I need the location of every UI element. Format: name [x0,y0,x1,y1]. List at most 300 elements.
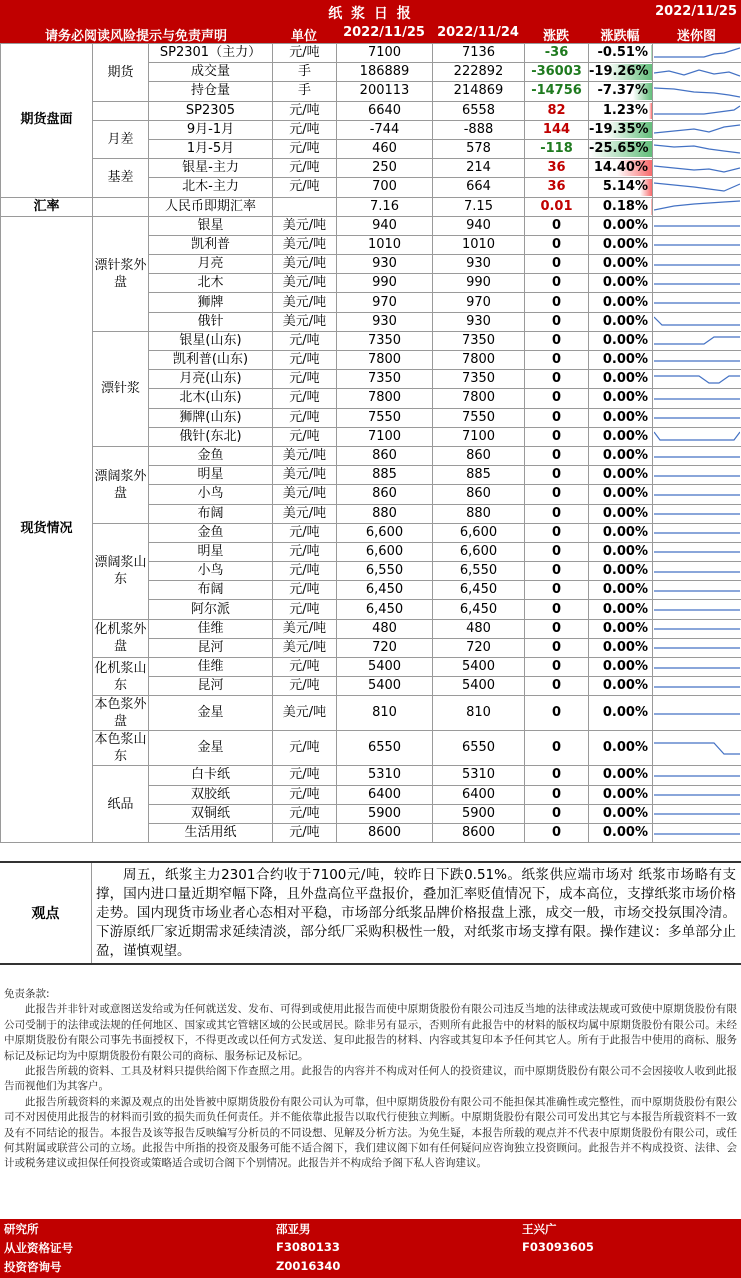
item-name: 银星(山东) [149,331,273,350]
pct-text: 0.00% [602,390,648,406]
value-today: 5900 [337,804,433,823]
change-pct [589,785,653,804]
change-pct [589,351,653,370]
pct-text: 0.00% [602,543,648,559]
item-unit: 元/吨 [273,351,337,370]
change-value: 0 [525,504,589,523]
change-pct [589,562,653,581]
item-unit: 元/吨 [273,731,337,766]
sparkline-path [654,48,740,57]
pct-text: 0.00% [602,428,648,444]
pct-text: 14.40% [593,160,648,176]
pct-databar [649,103,652,119]
item-unit: 元/吨 [273,785,337,804]
value-yesterday: 6,550 [433,562,525,581]
change-value: 0 [525,331,589,350]
change-value: 0 [525,408,589,427]
value-today: 5400 [337,677,433,696]
pct-text: 5.14% [602,179,648,195]
change-pct [589,235,653,254]
item-unit [273,197,337,216]
sparkline-path [654,106,740,114]
sparkline-chart [654,601,740,618]
item-name: 北木-主力 [149,178,273,197]
sparkline [653,677,741,696]
item-name: 人民币即期汇率 [149,197,273,216]
change-pct [589,370,653,389]
item-unit: 元/吨 [273,408,337,427]
sparkline-path [654,317,740,325]
item-name: 明星 [149,542,273,561]
group-label: 漂针浆外盘 [93,216,149,331]
item-name: 生活用纸 [149,823,273,842]
item-unit: 元/吨 [273,159,337,178]
footer [0,1219,741,1278]
value-today: 930 [337,255,433,274]
sparkline [653,370,741,389]
sparkline [653,139,741,158]
col-date2: 2022/11/24 [437,25,519,40]
item-unit: 手 [273,82,337,101]
sparkline-chart [654,236,740,253]
value-today: 7550 [337,408,433,427]
change-value: -36003 [525,63,589,82]
value-yesterday: 990 [433,274,525,293]
pct-text: 0.00% [602,275,648,291]
item-unit: 元/吨 [273,427,337,446]
table-row [1,44,741,63]
value-today: -744 [337,120,433,139]
value-today: 930 [337,312,433,331]
sparkline-chart [654,198,740,215]
sparkline-chart [654,294,740,311]
value-today: 880 [337,504,433,523]
disclaimer-heading: 免责条款: [4,988,50,1000]
pct-text: 0.00% [602,524,648,540]
value-today: 810 [337,696,433,731]
item-unit: 元/吨 [273,139,337,158]
value-yesterday: 6,600 [433,542,525,561]
table-row [1,619,741,638]
item-unit: 美元/吨 [273,696,337,731]
value-today: 1010 [337,235,433,254]
value-yesterday: 885 [433,466,525,485]
sparkline-chart [654,705,740,722]
title-bar [0,0,741,23]
value-today: 6,600 [337,523,433,542]
pct-text: 0.00% [602,313,648,329]
pct-text: 0.18% [602,198,648,214]
item-unit: 元/吨 [273,823,337,842]
change-value: 0 [525,658,589,677]
value-today: 885 [337,466,433,485]
change-pct [589,731,653,766]
pct-text: 0.00% [602,486,648,502]
value-yesterday: 810 [433,696,525,731]
pct-text: 0.00% [602,563,648,579]
value-today: 7100 [337,427,433,446]
footer-label-dept: 研究所 [4,1222,39,1236]
item-name: 月亮(山东) [149,370,273,389]
change-value: 0 [525,731,589,766]
value-today: 7350 [337,370,433,389]
sparkline-path [654,432,740,440]
sparkline [653,427,741,446]
change-pct [589,139,653,158]
sparkline-path [654,70,740,76]
item-unit: 元/吨 [273,370,337,389]
value-yesterday: 6,600 [433,523,525,542]
value-today: 5400 [337,658,433,677]
change-value: 0 [525,446,589,465]
item-name: 俄针 [149,312,273,331]
change-value: 0 [525,293,589,312]
sparkline-path [654,145,740,153]
disclaimer [0,987,741,1172]
item-name: 明星 [149,466,273,485]
price-table [0,43,741,843]
sparkline [653,293,741,312]
item-name: 金星 [149,696,273,731]
item-unit: 元/吨 [273,120,337,139]
change-pct [589,159,653,178]
sparkline-chart [654,659,740,676]
value-today: 7800 [337,389,433,408]
change-pct [589,255,653,274]
change-pct [589,638,653,657]
item-unit: 美元/吨 [273,312,337,331]
change-value: 0 [525,255,589,274]
sparkline-path [654,183,740,191]
group-label: 漂阔浆外盘 [93,446,149,523]
value-today: 860 [337,485,433,504]
sparkline-path [654,201,740,210]
sparkline [653,600,741,619]
value-today: 186889 [337,63,433,82]
sparkline-path [654,166,740,172]
sparkline-chart [654,524,740,541]
change-pct [589,677,653,696]
value-yesterday: 1010 [433,235,525,254]
change-value: 0 [525,619,589,638]
sparkline [653,235,741,254]
value-today: 970 [337,293,433,312]
table-row [1,159,741,178]
sparkline-chart [654,256,740,273]
change-pct [589,427,653,446]
item-unit: 美元/吨 [273,446,337,465]
item-name: 凯利普 [149,235,273,254]
item-unit: 元/吨 [273,44,337,63]
sparkline [653,658,741,677]
value-yesterday: 222892 [433,63,525,82]
value-yesterday: 5400 [433,677,525,696]
item-name: 月亮 [149,255,273,274]
sparkline-path [654,125,740,133]
analyst1-inv: Z0016340 [276,1259,341,1273]
group-label: 化机浆外盘 [93,619,149,657]
value-today: 7350 [337,331,433,350]
value-yesterday: 6,450 [433,600,525,619]
change-value: 36 [525,178,589,197]
disclaimer-link[interactable]: 请务必阅读风险提示与免责声明 [44,29,227,44]
group-label: 漂阔浆山东 [93,523,149,619]
change-value: 0 [525,216,589,235]
value-yesterday: 664 [433,178,525,197]
pct-databar [651,199,652,215]
sparkline-chart [654,179,740,196]
item-name: 白卡纸 [149,766,273,785]
group-label [93,197,149,216]
value-yesterday: 6,450 [433,581,525,600]
change-pct [589,293,653,312]
change-value: 0 [525,466,589,485]
value-today: 6,450 [337,581,433,600]
sparkline-chart [654,428,740,445]
group-label: 本色浆外盘 [94,697,147,730]
pct-text: 0.00% [602,217,648,233]
table-row [1,331,741,350]
sparkline [653,466,741,485]
value-yesterday: 930 [433,312,525,331]
item-unit: 元/吨 [273,600,337,619]
sparkline-chart [654,582,740,599]
sparkline-chart [654,543,740,560]
sparkline [653,562,741,581]
value-yesterday: 7800 [433,351,525,370]
sparkline-chart [654,121,740,138]
item-unit: 美元/吨 [273,293,337,312]
change-pct [589,619,653,638]
item-unit: 元/吨 [273,658,337,677]
pct-text: 0.00% [602,332,648,348]
item-unit: 元/吨 [273,178,337,197]
sparkline-chart [654,678,740,695]
col-spark: 迷你图 [676,29,716,44]
view-section [0,861,741,965]
sparkline [653,696,741,731]
report-date: 2022/11/25 [655,4,737,19]
sparkline-chart [654,332,740,349]
item-name: 凯利普(山东) [149,351,273,370]
sparkline [653,159,741,178]
change-pct [589,766,653,785]
col-date1: 2022/11/25 [343,25,425,40]
change-value: -118 [525,139,589,158]
group-label: 化机浆山东 [93,658,149,696]
value-today: 990 [337,274,433,293]
sparkline-chart [654,786,740,803]
value-today: 250 [337,159,433,178]
value-yesterday: 7100 [433,427,525,446]
change-pct [589,44,653,63]
sparkline-chart [654,275,740,292]
sparkline [653,408,741,427]
group-label [93,101,149,120]
value-today: 200113 [337,82,433,101]
table-row [1,766,741,785]
group-label: 本色浆山东 [94,732,147,765]
item-unit: 元/吨 [273,331,337,350]
sparkline [653,255,741,274]
group-label: 期货 [93,44,149,102]
value-yesterday: 7350 [433,331,525,350]
item-name: 昆河 [149,638,273,657]
item-unit: 美元/吨 [273,638,337,657]
change-value: 0 [525,638,589,657]
change-value: -14756 [525,82,589,101]
sparkline [653,312,741,331]
value-yesterday: 7.15 [433,197,525,216]
item-name: 双胶纸 [149,785,273,804]
sparkline-chart [654,102,740,119]
section-label: 期货盘面 [1,44,93,198]
group-label: 月差 [93,120,149,158]
change-value: 0 [525,274,589,293]
item-unit: 美元/吨 [273,216,337,235]
pct-text: 0.00% [602,448,648,464]
change-value: 0 [525,427,589,446]
pct-text: 0.00% [602,256,648,272]
value-yesterday: 7550 [433,408,525,427]
sparkline-chart [654,740,740,757]
sparkline-chart [654,409,740,426]
sparkline [653,331,741,350]
change-pct [589,82,653,101]
sparkline-chart [654,64,740,81]
analyst1-name: 邵亚男 [276,1222,311,1236]
item-unit: 元/吨 [273,581,337,600]
sparkline-path [654,337,740,344]
sparkline [653,766,741,785]
change-pct [589,466,653,485]
analyst2-name: 王兴广 [522,1222,557,1236]
change-pct [589,446,653,465]
value-today: 8600 [337,823,433,842]
sparkline-chart [654,486,740,503]
value-today: 6400 [337,785,433,804]
pct-text: 0.00% [602,352,648,368]
sparkline [653,542,741,561]
footer-label-cert: 从业资格证号 [4,1241,73,1255]
sparkline [653,44,741,63]
pct-text: 0.00% [602,236,648,252]
value-today: 5310 [337,766,433,785]
value-today: 480 [337,619,433,638]
sparkline-chart [654,313,740,330]
item-name: 俄针(东北) [149,427,273,446]
sparkline-chart [654,141,740,158]
value-today: 700 [337,178,433,197]
item-name: 金鱼 [149,523,273,542]
disclaimer-p3: 此报告所载资料的来源及观点的出处皆被中原期货股份有限公司认为可靠，但中原期货股份有限公司不能担保其准确性或完整性，而中原期货股份有限公司不对因使用此报告的材料而引致的损失而负任何责任。并不能依靠此报告以取代行使独立判断。中原期货股份有限公司可发出其它与本报告所载资料不一致及有不同结论的报告。本报告及该等报告反映编写分析员的不同设想、见解及分析方法。为免生疑，本报告所载的观点并不代表中原期货股份有限公司，或任何其附属或联营公司的立场。此报告中所指的投资及服务可能不适合阁下，我们建议阁下如有任何疑问应咨询独立投资顾问。此报告并不构成投资、法律、会计或税务建议或担保任何投资或策略适合或切合阁下个别情况。此报告并不构成给予阁下私人咨询建议。 [4,1095,737,1170]
item-name: 北木 [149,274,273,293]
col-change: 涨跌 [542,29,569,44]
item-unit: 元/吨 [273,804,337,823]
value-today: 860 [337,446,433,465]
value-yesterday: 5900 [433,804,525,823]
item-name: 北木(山东) [149,389,273,408]
value-yesterday: 6558 [433,101,525,120]
sparkline-chart [654,505,740,522]
item-unit: 元/吨 [273,677,337,696]
change-pct [589,197,653,216]
value-yesterday: -888 [433,120,525,139]
table-row [1,446,741,465]
value-today: 6,600 [337,542,433,561]
item-name: 佳维 [149,658,273,677]
change-value: 0 [525,677,589,696]
change-pct [589,804,653,823]
change-pct [589,63,653,82]
change-value: 0 [525,696,589,731]
value-yesterday: 7136 [433,44,525,63]
change-pct [589,178,653,197]
change-pct [589,485,653,504]
change-value: 82 [525,101,589,120]
change-value: 0 [525,542,589,561]
analyst2-cert: F03093605 [522,1240,594,1254]
pct-text: -7.37% [597,83,648,99]
change-value: 0 [525,389,589,408]
value-yesterday: 6400 [433,785,525,804]
item-unit: 美元/吨 [273,255,337,274]
pct-databar [651,45,652,61]
change-pct [589,658,653,677]
sparkline-chart [654,217,740,234]
pct-text: 0.00% [602,582,648,598]
sparkline-chart [654,83,740,100]
pct-text: 0.00% [602,767,648,783]
change-value: 0 [525,766,589,785]
sparkline [653,523,741,542]
pct-text: -25.65% [589,141,649,157]
sparkline [653,581,741,600]
sparkline [653,446,741,465]
pct-text: 0.00% [602,740,648,756]
sparkline [653,101,741,120]
sparkline-chart [654,620,740,637]
value-today: 7.16 [337,197,433,216]
item-unit: 元/吨 [273,766,337,785]
pct-text: 0.00% [602,294,648,310]
change-value: -36 [525,44,589,63]
item-unit: 元/吨 [273,101,337,120]
item-name: SP2305 [149,101,273,120]
table-row [1,101,741,120]
change-value: 0 [525,600,589,619]
sparkline [653,197,741,216]
table-row [1,197,741,216]
disclaimer-p1: 此报告并非针对或意图送发给或为任何就送发、发布、可得到或使用此报告而使中原期货股份有限公司违反当地的法律或法规或可致使中原期货股份有限公司受制于的法律或法规的任何地区、国家或其它管辖区域的公民或居民。除非另有显示，否则所有此报告中的材料的版权均属中原期货股份有限公司。未经中原期货股份有限公司事先书面授权下，不得更改或以任何方式发送、复印此报告的材料、内容或其复印本予任何其它人。所有于此报告中使用的商标、服务标记及标记均为中原期货股份有限公司的商标、服务标记及标记。 [4,1003,737,1062]
pct-text: 0.00% [602,825,648,841]
change-value: 0 [525,804,589,823]
report-title: 纸 浆 日 报 [328,6,413,22]
sparkline [653,638,741,657]
pct-text: 0.00% [602,805,648,821]
value-yesterday: 8600 [433,823,525,842]
item-unit: 元/吨 [273,562,337,581]
column-header [0,23,741,43]
pct-text: -0.51% [597,45,648,61]
pct-text: 0.00% [602,705,648,721]
sparkline-chart [654,825,740,842]
pct-text: 0.00% [602,467,648,483]
item-name: 1月-5月 [149,139,273,158]
change-value: 0 [525,581,589,600]
sparkline [653,351,741,370]
col-unit: 单位 [290,29,317,44]
